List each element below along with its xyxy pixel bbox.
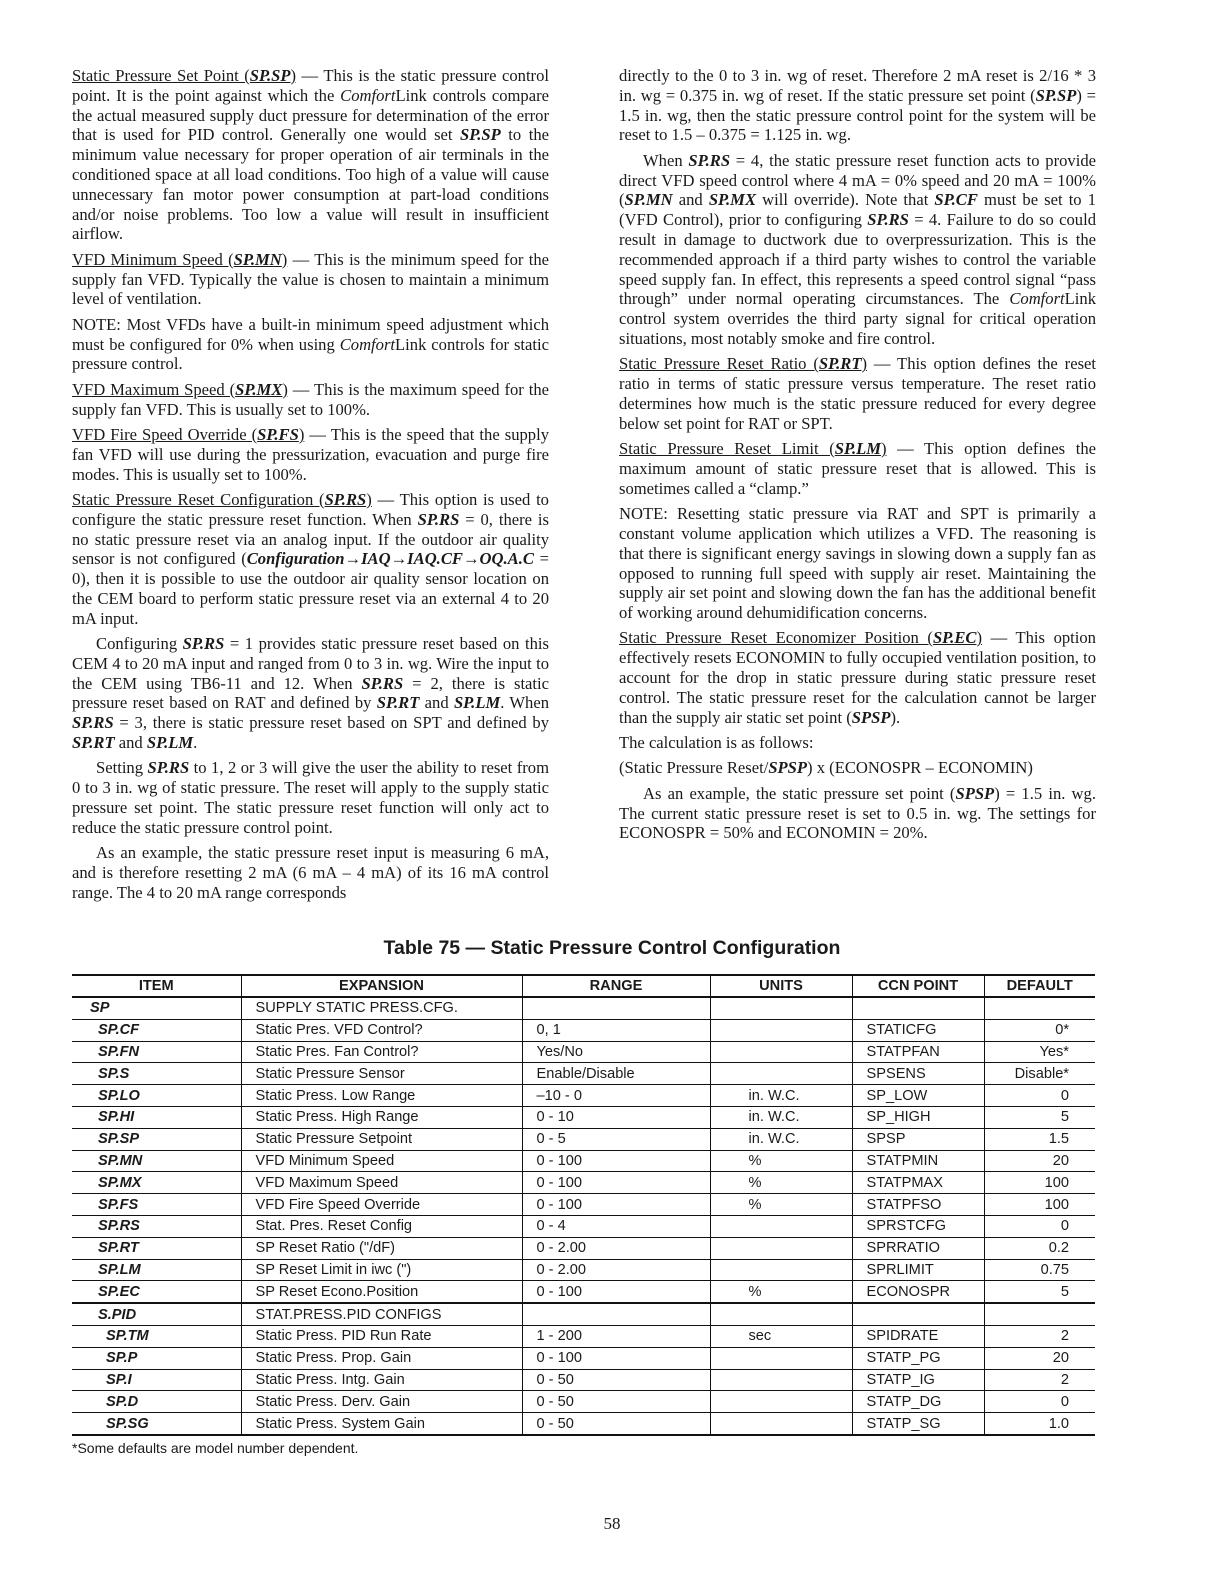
text-run: Comfort <box>339 334 396 354</box>
range-cell: 1 - 200 <box>522 1325 710 1347</box>
paragraph <box>72 315 549 374</box>
text-run: Setting <box>96 758 148 778</box>
expansion-cell: SUPPLY STATIC PRESS.CFG. <box>241 997 522 1019</box>
section-heading-text: Static Pressure Reset Configuration ( <box>72 489 325 509</box>
text-run: — This is the maximum speed for the supply fan VFD. This is usually set to 100%. <box>72 379 550 419</box>
section-heading-text: ) <box>881 439 887 459</box>
paragraph <box>619 758 1096 778</box>
default-cell: 20 <box>984 1150 1095 1172</box>
range-cell: 0 - 50 <box>522 1391 710 1413</box>
default-cell: 5 <box>984 1106 1095 1128</box>
section-heading-text: SP.SP <box>249 66 291 85</box>
text-run: = 4, the static pressure reset function acts to provide direct VFD speed control where 4 mA = 0% speed and 20 mA = 100% ( <box>619 150 1096 210</box>
units-cell <box>710 1215 852 1237</box>
default-cell: 100 <box>984 1194 1095 1216</box>
table-title: Table 75 — Static Pressure Control Configuration <box>383 937 841 959</box>
expansion-cell: Static Press. Intg. Gain <box>241 1369 522 1391</box>
table-row <box>72 1413 1095 1435</box>
expansion-cell: Static Pres. VFD Control? <box>241 1019 522 1041</box>
expansion-cell: SP Reset Limit in iwc (") <box>241 1259 522 1281</box>
section-heading-text: SP.MX <box>235 379 283 399</box>
expansion-cell: STAT.PRESS.PID CONFIGS <box>241 1303 522 1325</box>
item-cell: SP.TM <box>72 1325 241 1347</box>
ccn-point-cell: STATPFAN <box>852 1041 984 1063</box>
table-row <box>72 1063 1095 1085</box>
ccn-point-cell: SPRSTCFG <box>852 1215 984 1237</box>
text-run: When <box>643 150 689 170</box>
expansion-cell: Static Press. Low Range <box>241 1085 522 1107</box>
ccn-point-cell <box>852 997 984 1019</box>
paragraph <box>72 66 549 244</box>
section-heading-text: Static Pressure Set Point ( <box>72 66 250 85</box>
text-run: — This option defines the reset ratio in terms of static pressure versus temperature. The reset ratio determines how much is the static pressure reduced for every degree below set point for RAT or SPT. <box>619 354 1097 433</box>
left-column <box>72 66 549 908</box>
text-run: must be set to 1 (VFD Control), prior to configuring <box>619 190 1096 230</box>
range-cell: 0 - 100 <box>522 1150 710 1172</box>
parameter-name: SP.SP <box>460 125 501 145</box>
range-cell: 0 - 50 <box>522 1413 710 1435</box>
table-row <box>72 1215 1095 1237</box>
section-heading-text: SP.EC <box>932 628 977 648</box>
text-run: — This is the static pressure control point. It is the point against which the <box>72 66 549 105</box>
page-number: 58 <box>603 1514 621 1533</box>
units-cell <box>710 997 852 1019</box>
paragraph <box>72 634 549 753</box>
section-heading-text: SP.MN <box>233 249 282 269</box>
section-heading-text: ) <box>298 424 305 444</box>
parameter-name: SP.LM <box>146 733 194 753</box>
section-heading-text: ) <box>366 489 372 509</box>
units-cell <box>710 1369 852 1391</box>
text-run: . <box>193 733 198 753</box>
ccn-point-cell: SPSENS <box>852 1063 984 1085</box>
parameter-name: SP.RS <box>72 713 114 733</box>
section-heading-text: SP.RS <box>324 489 367 509</box>
parameter-name: SP.MX <box>708 190 757 210</box>
units-cell <box>710 1303 852 1325</box>
text-run: . When <box>500 693 549 713</box>
default-cell <box>984 1303 1095 1325</box>
ccn-point-cell: STATPFSO <box>852 1194 984 1216</box>
units-cell <box>710 1237 852 1259</box>
table-row <box>72 1150 1095 1172</box>
text-run: = 1 provides static pressure reset based on this CEM 4 to 20 mA input and ranged from 0 to 3 in. wg. Wire the input to the CEM using TB6-11 and 12. When <box>72 634 549 693</box>
table-row <box>72 1041 1095 1063</box>
text-run: — This is the minimum speed for the supply fan VFD. Typically the value is chosen to maintain a minimum level of ventilation. <box>72 249 549 309</box>
range-cell: Yes/No <box>522 1041 710 1063</box>
table-row <box>72 1259 1095 1281</box>
range-cell: 0 - 100 <box>522 1347 710 1369</box>
section-heading-text: SP.FS <box>257 424 299 444</box>
text-run: = 0, there is no static pressure reset via an analog input. If the outdoor air quality sensor is not configured ( <box>72 509 549 569</box>
table-row <box>72 997 1095 1019</box>
ccn-point-cell: ECONOSPR <box>852 1281 984 1303</box>
ccn-point-cell: SP_HIGH <box>852 1106 984 1128</box>
ccn-point-cell: SP_LOW <box>852 1085 984 1107</box>
text-run: Comfort <box>340 85 396 105</box>
item-cell: SP.CF <box>72 1019 241 1041</box>
default-cell: 0.2 <box>984 1237 1095 1259</box>
column-header: ITEM <box>72 975 241 997</box>
text-run: ). <box>890 707 901 727</box>
column-header: CCN POINT <box>852 975 984 997</box>
text-run: Comfort <box>1009 289 1065 309</box>
expansion-cell: Static Pressure Sensor <box>241 1063 522 1085</box>
default-cell: 20 <box>984 1347 1095 1369</box>
range-cell: 0 - 5 <box>522 1128 710 1150</box>
text-run: The calculation is as follows: <box>619 733 814 753</box>
text-run: — This option defines the maximum amount of static pressure reset that is allowed. This is sometimes called a “clamp.” <box>619 439 1096 498</box>
paragraph <box>619 784 1096 843</box>
units-cell: % <box>710 1281 852 1303</box>
parameter-name: SP.RS <box>182 634 225 654</box>
table-row <box>72 1172 1095 1194</box>
table-row <box>72 1128 1095 1150</box>
units-cell: % <box>710 1172 852 1194</box>
text-run: and <box>672 190 709 210</box>
ccn-point-cell: STATP_SG <box>852 1413 984 1435</box>
default-cell: 100 <box>984 1172 1095 1194</box>
text-run: to 1, 2 or 3 will give the user the ability to reset from 0 to 3 in. wg of static pressure. The reset will apply to the supply static pressure set point. The static pressure reset function will only act to reduce the static pressure control point. <box>72 758 549 837</box>
paragraph <box>72 250 549 309</box>
text-run: — This is the speed that the supply fan VFD will use during the pressurization, evacuation and purge fire modes. This is usually set to 100%. <box>72 424 549 484</box>
default-cell: Disable* <box>984 1063 1095 1085</box>
column-header: RANGE <box>522 975 710 997</box>
table-row <box>72 1325 1095 1347</box>
ccn-point-cell: SPSP <box>852 1128 984 1150</box>
parameter-name: SPSP <box>955 783 995 803</box>
table-row <box>72 1391 1095 1413</box>
expansion-cell: SP Reset Ratio ("/dF) <box>241 1237 522 1259</box>
parameter-name: SP.RS <box>867 210 909 230</box>
table-row <box>72 1347 1095 1369</box>
default-cell: 0* <box>984 1019 1095 1041</box>
section-heading-text: ) <box>976 628 982 648</box>
paragraph <box>72 490 549 629</box>
paragraph <box>72 843 549 902</box>
table-row <box>72 1237 1095 1259</box>
text-run: = 0), then it is possible to use the outdoor air quality sensor location on the CEM board to perform static pressure reset via an external 4 to 20 mA input. <box>72 549 549 628</box>
parameter-name: SP.RS <box>417 509 460 529</box>
range-cell: 0 - 100 <box>522 1172 710 1194</box>
text-run: ) = 1.5 in. wg, then the static pressure control point for the system will be reset to 1.5 – 0.375 = 1.125 in. wg. <box>619 85 1096 145</box>
default-cell: 2 <box>984 1325 1095 1347</box>
default-cell: 1.0 <box>984 1413 1095 1435</box>
expansion-cell: VFD Fire Speed Override <box>241 1194 522 1216</box>
item-cell: SP.LO <box>72 1085 241 1107</box>
text-run: NOTE: Resetting static pressure via RAT and SPT is primarily a constant volume application which utilizes a VFD. The reasoning is that there is significant energy savings in slowing down a supply fan as opposed to running full speed with supply air reset. Maintaining the supply air set point and slowing down the fan has the additional benefit of working around dehumidification concerns. <box>619 504 1096 623</box>
text-run: ) = 1.5 in. wg. The current static pressure reset is set to 0.5 in. wg. The settings for ECONOSPR = 50% and ECONOMIN = 20%. <box>619 783 1096 843</box>
text-run: = 3, there is static pressure reset based on SPT and defined by <box>113 713 549 733</box>
units-cell: % <box>710 1194 852 1216</box>
column-header: UNITS <box>710 975 852 997</box>
ccn-point-cell: SPRLIMIT <box>852 1259 984 1281</box>
paragraph <box>619 66 1096 145</box>
table-row <box>72 1369 1095 1391</box>
expansion-cell: Static Press. Prop. Gain <box>241 1347 522 1369</box>
item-cell: SP.FN <box>72 1041 241 1063</box>
section-heading-text: ) <box>290 66 297 85</box>
parameter-name: SP.LM <box>453 693 501 713</box>
section-heading-text: Static Pressure Reset Economizer Position ( <box>619 628 933 648</box>
ccn-point-cell: STATICFG <box>852 1019 984 1041</box>
units-cell <box>710 1347 852 1369</box>
default-cell: 0 <box>984 1215 1095 1237</box>
range-cell <box>522 997 710 1019</box>
units-cell <box>710 1259 852 1281</box>
ccn-point-cell: STATPMIN <box>852 1150 984 1172</box>
text-run: to the minimum value necessary for proper operation of air terminals in the conditioned space at all load conditions. Too high of a value will cause unnecessary fan motor power consumption at part-load conditions and/or noise problems. Too low a value will result in insufficient airflow. <box>72 125 549 244</box>
section-heading-text: SP.LM <box>834 439 881 459</box>
item-cell: SP.MX <box>72 1172 241 1194</box>
text-run: and <box>114 733 147 753</box>
expansion-cell: Stat. Pres. Reset Config <box>241 1215 522 1237</box>
expansion-cell: Static Press. PID Run Rate <box>241 1325 522 1347</box>
units-cell: in. W.C. <box>710 1085 852 1107</box>
column-header: EXPANSION <box>241 975 522 997</box>
range-cell: 0 - 100 <box>522 1194 710 1216</box>
ccn-point-cell: STATPMAX <box>852 1172 984 1194</box>
ccn-point-cell: SPRRATIO <box>852 1237 984 1259</box>
text-run: = 2, there is static pressure reset based on RAT and defined by <box>72 673 549 713</box>
section-heading-text: VFD Fire Speed Override ( <box>72 424 258 444</box>
paragraph <box>72 380 549 420</box>
paragraph <box>72 758 549 837</box>
expansion-cell: VFD Maximum Speed <box>241 1172 522 1194</box>
item-cell: SP.RS <box>72 1215 241 1237</box>
units-cell: in. W.C. <box>710 1128 852 1150</box>
text-run: ) x (ECONOSPR – ECONOMIN) <box>807 758 1033 778</box>
parameter-name: SP.CF <box>934 190 978 210</box>
text-run: directly to the 0 to 3 in. wg of reset. Therefore 2 mA reset is 2/16 * 3 in. wg = 0.375 in. wg of reset. If the static pressure set point ( <box>619 66 1096 105</box>
units-cell <box>710 1413 852 1435</box>
item-cell: SP.D <box>72 1391 241 1413</box>
default-cell: 0.75 <box>984 1259 1095 1281</box>
section-heading-text: Static Pressure Reset Limit ( <box>619 439 835 459</box>
item-cell: SP.HI <box>72 1106 241 1128</box>
table-row <box>72 1106 1095 1128</box>
text-run: and <box>419 693 454 713</box>
item-cell: SP.I <box>72 1369 241 1391</box>
paragraph <box>619 439 1096 498</box>
section-heading-text: Static Pressure Reset Ratio ( <box>619 354 819 374</box>
table-row <box>72 1019 1095 1041</box>
range-cell <box>522 1303 710 1325</box>
config-table <box>72 974 1095 1436</box>
item-cell: S.PID <box>72 1303 241 1325</box>
paragraph <box>72 425 549 484</box>
default-cell: 1.5 <box>984 1128 1095 1150</box>
expansion-cell: Static Press. High Range <box>241 1106 522 1128</box>
range-cell: 0 - 4 <box>522 1215 710 1237</box>
units-cell: in. W.C. <box>710 1106 852 1128</box>
units-cell: % <box>710 1150 852 1172</box>
section-heading-text: ) <box>861 354 867 374</box>
table-header-row <box>72 975 1095 997</box>
default-cell: 0 <box>984 1085 1095 1107</box>
parameter-name: Configuration→IAQ→IAQ.CF→OQ.A.C <box>246 549 534 569</box>
column-header: DEFAULT <box>984 975 1095 997</box>
units-cell: sec <box>710 1325 852 1347</box>
ccn-point-cell <box>852 1303 984 1325</box>
parameter-name: SPSP <box>851 707 891 727</box>
item-cell: SP.SP <box>72 1128 241 1150</box>
table-footnote: *Some defaults are model number dependent. <box>72 1440 359 1456</box>
text-run: NOTE: Most VFDs have a built-in minimum speed adjustment which must be configured for 0% when using <box>72 314 549 354</box>
ccn-point-cell: STATP_DG <box>852 1391 984 1413</box>
units-cell <box>710 1063 852 1085</box>
text-run: — This option is used to configure the static pressure reset function. When <box>72 489 549 529</box>
item-cell: SP <box>72 997 241 1019</box>
parameter-name: SP.RT <box>376 693 420 713</box>
table-row <box>72 1281 1095 1303</box>
range-cell: –10 - 0 <box>522 1085 710 1107</box>
parameter-name: SP.RS <box>688 150 731 170</box>
expansion-cell: Static Press. System Gain <box>241 1413 522 1435</box>
expansion-cell: Static Pressure Setpoint <box>241 1128 522 1150</box>
default-cell: 0 <box>984 1391 1095 1413</box>
item-cell: SP.SG <box>72 1413 241 1435</box>
text-run: (Static Pressure Reset/ <box>619 758 769 778</box>
text-run: Configuring <box>96 634 183 654</box>
text-run: Link controls for static pressure control. <box>72 334 549 374</box>
text-run: — This option effectively resets ECONOMIN to fully occupied ventilation position, to account for the drop in static pressure during static pressure reset control. The static pressure reset for the calculation cannot be larger than the supply air static set point ( <box>619 628 1096 727</box>
table-row <box>72 1085 1095 1107</box>
parameter-name: SP.RS <box>361 673 404 693</box>
parameter-name: SP.RS <box>147 758 190 778</box>
default-cell: Yes* <box>984 1041 1095 1063</box>
default-cell <box>984 997 1095 1019</box>
item-cell: SP.LM <box>72 1259 241 1281</box>
table-row <box>72 1303 1095 1325</box>
ccn-point-cell: STATP_PG <box>852 1347 984 1369</box>
parameter-name: SP.SP <box>1035 85 1077 105</box>
units-cell <box>710 1391 852 1413</box>
section-heading-text: VFD Minimum Speed ( <box>72 249 234 269</box>
units-cell <box>710 1019 852 1041</box>
range-cell: Enable/Disable <box>522 1063 710 1085</box>
ccn-point-cell: STATP_IG <box>852 1369 984 1391</box>
range-cell: 0 - 2.00 <box>522 1259 710 1281</box>
default-cell: 5 <box>984 1281 1095 1303</box>
parameter-name: SPSP <box>768 758 808 778</box>
section-heading-text: ) <box>282 379 288 399</box>
range-cell: 0, 1 <box>522 1019 710 1041</box>
text-run: Link controls compare the actual measured supply duct pressure for determination of the error that is used for PID control. Generally one would set <box>72 85 549 145</box>
section-heading-text: SP.RT <box>818 354 862 374</box>
expansion-cell: VFD Minimum Speed <box>241 1150 522 1172</box>
item-cell: SP.MN <box>72 1150 241 1172</box>
paragraph <box>619 733 1096 753</box>
table-row <box>72 1194 1095 1216</box>
item-cell: SP.S <box>72 1063 241 1085</box>
expansion-cell: Static Pres. Fan Control? <box>241 1041 522 1063</box>
units-cell <box>710 1041 852 1063</box>
text-run: As an example, the static pressure set point ( <box>643 783 956 803</box>
range-cell: 0 - 10 <box>522 1106 710 1128</box>
range-cell: 0 - 50 <box>522 1369 710 1391</box>
text-run: Link control system overrides the third party signal for critical operation situations, most notably smoke and fire control. <box>619 289 1096 348</box>
expansion-cell: Static Press. Derv. Gain <box>241 1391 522 1413</box>
text-run: As an example, the static pressure reset input is measuring 6 mA, and is therefore resetting 2 mA (6 mA – 4 mA) of its 16 mA control range. The 4 to 20 mA range corresponds <box>72 843 549 902</box>
paragraph <box>619 628 1096 727</box>
text-run: = 4. Failure to do so could result in damage to ductwork due to overpressurization. This is the recommended approach if a third party wishes to control the variable speed supply fan. In effect, this represents a speed control signal “pass through” under normal operating circumstances. The <box>619 210 1096 309</box>
ccn-point-cell: SPIDRATE <box>852 1325 984 1347</box>
range-cell: 0 - 100 <box>522 1281 710 1303</box>
right-column <box>619 66 1096 849</box>
paragraph <box>619 354 1096 433</box>
paragraph <box>619 151 1096 349</box>
item-cell: SP.P <box>72 1347 241 1369</box>
parameter-name: SP.MN <box>624 190 673 210</box>
default-cell: 2 <box>984 1369 1095 1391</box>
expansion-cell: SP Reset Econo.Position <box>241 1281 522 1303</box>
item-cell: SP.RT <box>72 1237 241 1259</box>
parameter-name: SP.RT <box>72 733 115 753</box>
item-cell: SP.EC <box>72 1281 241 1303</box>
section-heading-text: VFD Maximum Speed ( <box>72 379 236 399</box>
section-heading-text: ) <box>281 249 288 269</box>
text-run: will override). Note that <box>756 190 935 210</box>
paragraph <box>619 504 1096 623</box>
item-cell: SP.FS <box>72 1194 241 1216</box>
range-cell: 0 - 2.00 <box>522 1237 710 1259</box>
